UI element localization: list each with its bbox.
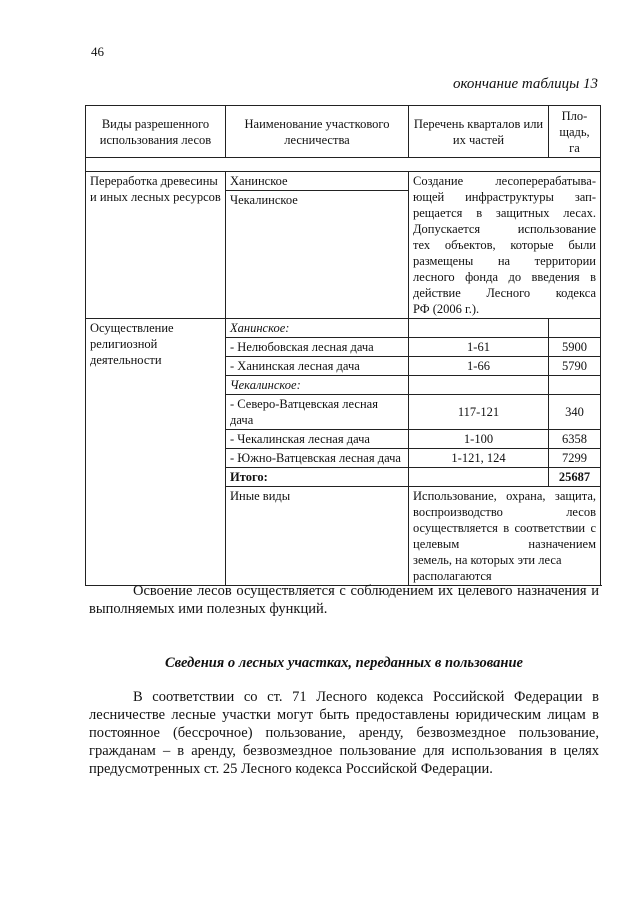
- plot-name: - Ханинская лесная дача: [226, 357, 409, 376]
- total-area: 25687: [549, 468, 601, 487]
- plot-name: - Северо-Ватцевская лесная дача: [226, 395, 409, 430]
- kind-processing: Переработка древесины и иных лесных ресурсов: [86, 172, 226, 319]
- forestry-name: Чекалинское: [226, 191, 409, 319]
- kind-religious: Осуществление религиозной деятельности: [86, 319, 226, 586]
- section-heading: Сведения о лесных участках, переданных в пользование: [165, 655, 523, 671]
- plot-quarters: 117-121: [409, 395, 549, 430]
- plot-name: - Южно-Ватцевская лесная дача: [226, 449, 409, 468]
- table-continuation-label: окончание таблицы 13: [452, 76, 598, 92]
- header-forestry: Наименование участкового лесничества: [226, 106, 409, 158]
- table-row: [86, 172, 601, 191]
- plot-quarters: 1-121, 124: [409, 449, 549, 468]
- plot-quarters: 1-61: [409, 338, 549, 357]
- processing-note: Создание лесоперерабатыва- ющей инфраструктуры зап- рещается в защитных лесах. Допускается использование тех объектов, которые были размещены на территории лесного фонда до введения в действие Лесного кодекса РФ (2006 г.).: [409, 172, 601, 319]
- kind-other: Иные виды: [226, 487, 409, 586]
- forestry-name: Ханинское: [226, 172, 409, 191]
- plot-area: 5900: [549, 338, 601, 357]
- total-label: Итого:: [226, 468, 409, 487]
- header-area-line: щадь,: [559, 124, 590, 139]
- other-text: Использование, охрана, защита, воспроизводство лесов осуществляется в соответствии с целевым назначением земель, на которых эти леса располагаются: [409, 487, 601, 586]
- plot-area: 6358: [549, 430, 601, 449]
- plot-name: - Чекалинская лесная дача: [226, 430, 409, 449]
- page-number: 46: [91, 44, 104, 59]
- plot-name: - Нелюбовская лесная дача: [226, 338, 409, 357]
- plot-area: 5790: [549, 357, 601, 376]
- table-header-row: [86, 106, 601, 158]
- forestry-group: Ханинское:: [226, 319, 409, 338]
- paragraph-forest-plots: В соответствии со ст. 71 Лесного кодекса Российской Федерации в лесничестве лесные участки могут быть предоставлены юридическим лицам в постоянное (бессрочное) пользование, аренду, безвозмездное пользование, гражданам – в аренду, безвозмездное пользование для использования в целях предусмотренных ст. 25 Лесного кодекса Российской Федерации.: [89, 689, 599, 777]
- forestry-group: Чекалинское:: [226, 376, 409, 395]
- plot-quarters: 1-100: [409, 430, 549, 449]
- table-spacer-row: [86, 158, 601, 172]
- header-area: [549, 106, 601, 158]
- header-area-line: га: [569, 140, 580, 155]
- plot-quarters: 1-66: [409, 357, 549, 376]
- paragraph-forest-development: Освоение лесов осуществляется с соблюдением их целевого назначения и выполняемых ими полезных функций.: [89, 583, 599, 617]
- plot-area: 340: [549, 395, 601, 430]
- header-quarters: Перечень кварталов или их частей: [409, 106, 549, 158]
- plot-area: 7299: [549, 449, 601, 468]
- header-kind: Виды разрешенного использования лесов: [86, 106, 226, 158]
- forest-use-table: [85, 105, 601, 586]
- header-area-line: Пло-: [561, 108, 588, 123]
- table-row: [86, 319, 601, 338]
